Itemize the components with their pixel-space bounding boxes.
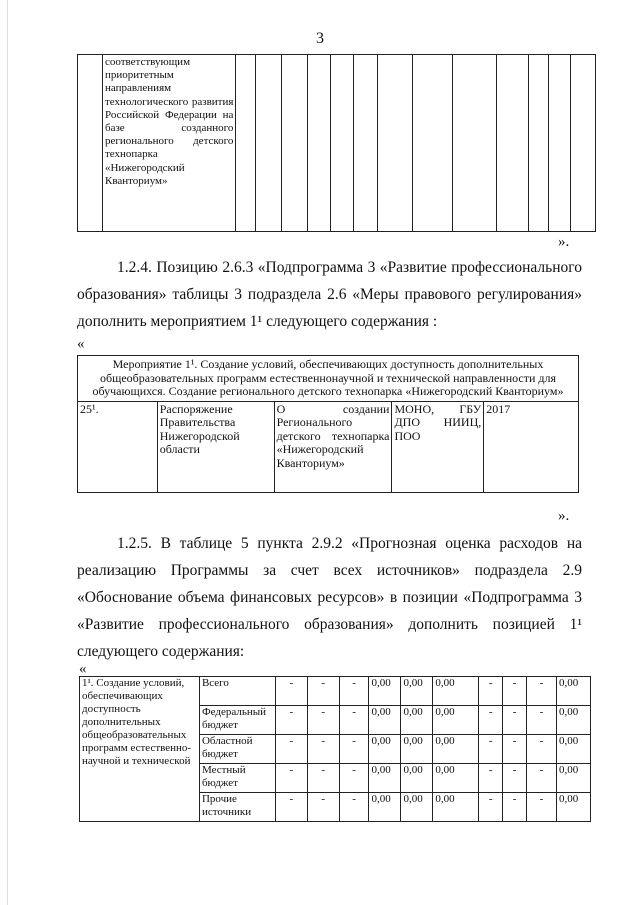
amount-cell: 0,00 <box>369 706 401 735</box>
table-cell <box>496 55 528 232</box>
table-row <box>78 401 579 492</box>
table-row <box>78 55 596 232</box>
amount-cell: - <box>527 793 557 822</box>
funding-source: Местный бюджет <box>199 764 275 793</box>
table-cell <box>548 55 570 232</box>
amount-cell: - <box>527 735 557 764</box>
table-cell <box>452 55 496 232</box>
document-content: О создании Регионального детского технопарка «Нижегородский Кванториум» <box>274 401 392 492</box>
amount-cell: - <box>479 764 503 793</box>
amount-cell: - <box>307 677 339 706</box>
table-row <box>80 677 591 706</box>
amount-cell: 0,00 <box>556 706 590 735</box>
amount-cell: - <box>275 735 307 764</box>
amount-cell: - <box>307 764 339 793</box>
opening-quote: « <box>77 336 85 352</box>
amount-cell: 0,00 <box>369 764 401 793</box>
opening-quote-2: « <box>79 661 87 677</box>
executor: МОНО, ГБУ ДПО НИИЦ, ПОО <box>392 401 484 492</box>
amount-cell: - <box>527 677 557 706</box>
table-cell <box>331 55 354 232</box>
table-header-row <box>78 356 579 402</box>
amount-cell: 0,00 <box>556 677 590 706</box>
amount-cell: - <box>339 793 369 822</box>
amount-cell: 0,00 <box>556 735 590 764</box>
table-cell <box>377 55 412 232</box>
amount-cell: - <box>339 735 369 764</box>
amount-cell: - <box>527 706 557 735</box>
paragraph-1-2-5: 1.2.5. В таблице 5 пункта 2.9.2 «Прогнозная оценка расходов на реализацию Программы за счет всех источников» подраздела 2.9 «Обоснование объема финансовых ресурсов» в позиции «Подпрограмма 3 «Развитие профессионального образования» дополнить позицией 1¹ следующего содержания: <box>77 535 582 660</box>
year: 2017 <box>484 401 579 492</box>
table-cell <box>78 55 103 232</box>
amount-cell: - <box>275 793 307 822</box>
table-cell <box>354 55 377 232</box>
table-cell <box>236 55 256 232</box>
funding-source: Прочие источники <box>199 793 275 822</box>
amount-cell: 0,00 <box>401 706 433 735</box>
amount-cell: - <box>479 735 503 764</box>
amount-cell: - <box>479 677 503 706</box>
amount-cell: 0,00 <box>401 764 433 793</box>
amount-cell: 0,00 <box>369 677 401 706</box>
amount-cell: 0,00 <box>369 793 401 822</box>
funding-source: Областной бюджет <box>199 735 275 764</box>
amount-cell: - <box>503 677 527 706</box>
table-cell <box>256 55 282 232</box>
measure-table <box>77 355 579 493</box>
scan-margin-line <box>7 0 8 905</box>
table-cell <box>412 55 452 232</box>
funding-source: Всего <box>199 677 275 706</box>
amount-cell: - <box>339 706 369 735</box>
amount-cell: 0,00 <box>401 677 433 706</box>
amount-cell: - <box>503 706 527 735</box>
table-cell <box>307 55 330 232</box>
measure-description: соответствующим приоритетным направлениям технологического развития Российской Федерации на базе созданного регионального детского технопарка «Нижегородский Кванториум» <box>102 55 235 232</box>
amount-cell: - <box>307 735 339 764</box>
table-cell <box>570 55 595 232</box>
item-label: 1¹. Создание условий, обеспечивающих доступность дополнительных общеобразовательных программ естественно-научной и технической <box>80 677 200 822</box>
closing-quote-2: ». <box>558 508 570 524</box>
amount-cell: 0,00 <box>556 793 590 822</box>
amount-cell: - <box>339 764 369 793</box>
amount-cell: - <box>275 677 307 706</box>
continuation-table <box>77 54 596 232</box>
amount-cell: 0,00 <box>433 793 479 822</box>
table-cell <box>528 55 548 232</box>
amount-cell: 0,00 <box>401 793 433 822</box>
amount-cell: - <box>479 793 503 822</box>
table-cell <box>282 55 308 232</box>
amount-cell: 0,00 <box>433 764 479 793</box>
amount-cell: - <box>503 793 527 822</box>
amount-cell: 0,00 <box>433 706 479 735</box>
amount-cell: - <box>339 677 369 706</box>
amount-cell: - <box>479 706 503 735</box>
row-number: 25¹. <box>78 401 158 492</box>
financing-table <box>79 676 591 822</box>
measure-header: Мероприятие 1¹. Создание условий, обеспечивающих доступность дополнительных общеобразовательных программ естественнонаучной и технической направленности для обучающихся. Создание регионального детского технопарка «Нижегородский Кванториум» <box>78 356 579 402</box>
amount-cell: - <box>275 706 307 735</box>
amount-cell: 0,00 <box>556 764 590 793</box>
amount-cell: - <box>307 793 339 822</box>
amount-cell: 0,00 <box>401 735 433 764</box>
funding-source: Федеральный бюджет <box>199 706 275 735</box>
closing-quote: ». <box>558 234 570 250</box>
amount-cell: - <box>527 764 557 793</box>
amount-cell: - <box>275 764 307 793</box>
amount-cell: - <box>503 735 527 764</box>
amount-cell: 0,00 <box>433 735 479 764</box>
page-number: 3 <box>316 30 324 47</box>
amount-cell: 0,00 <box>433 677 479 706</box>
amount-cell: - <box>503 764 527 793</box>
amount-cell: 0,00 <box>369 735 401 764</box>
amount-cell: - <box>307 706 339 735</box>
document-type: Распоряжение Правительства Нижегородской области <box>157 401 274 492</box>
paragraph-1-2-4: 1.2.4. Позицию 2.6.3 «Подпрограмма 3 «Развитие профессионального образования» таблицы 3 подраздела 2.6 «Меры правового регулирования» дополнить мероприятием 1¹ следующего содержания : <box>77 259 582 330</box>
